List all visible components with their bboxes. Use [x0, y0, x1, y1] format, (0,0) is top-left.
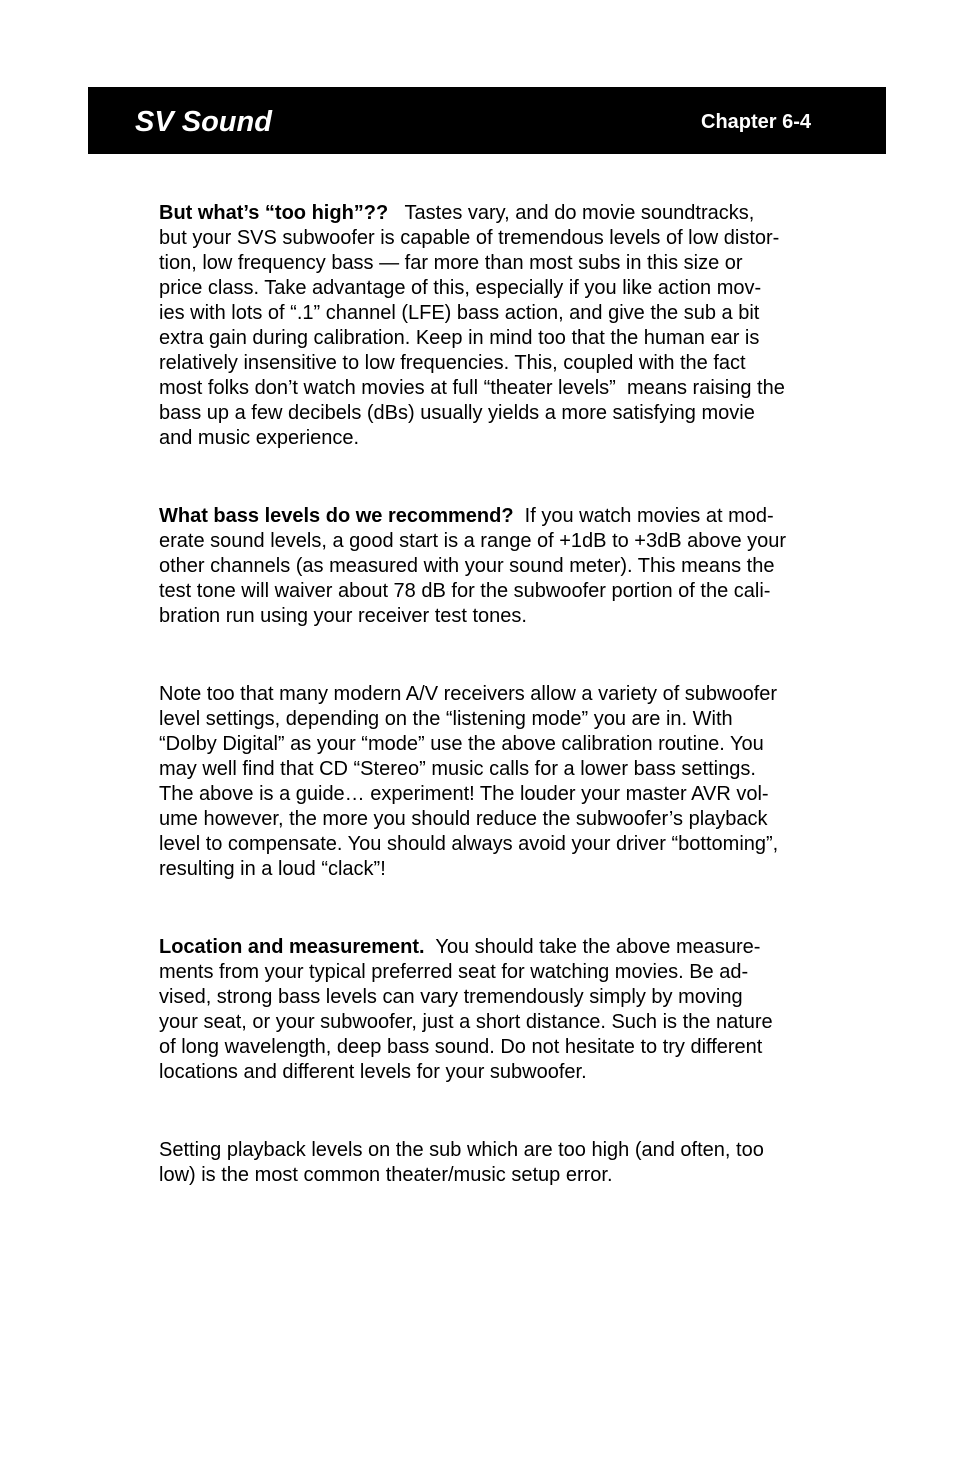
text-line: ies with lots of “.1” channel (LFE) bass action, and give the sub a bit	[159, 302, 760, 324]
text-line: bass up a few decibels (dBs) usually yields a more satisfying movie	[159, 402, 755, 424]
text-line: Note too that many modern A/V receivers allow a variety of subwoofer	[159, 683, 778, 705]
document-body	[159, 201, 849, 1188]
chapter-label: Chapter 6-4	[701, 111, 812, 133]
text-line: vised, strong bass levels can vary tremendously simply by moving	[159, 986, 743, 1008]
paragraph-heading: What bass levels do we recommend?	[159, 505, 514, 527]
paragraph-too-high	[159, 201, 849, 451]
text-line: relatively insensitive to low frequencies. This, coupled with the fact	[159, 352, 746, 374]
text-line: But what’s “too high”?? Tastes vary, and do movie soundtracks,	[159, 202, 755, 224]
text-line: level to compensate. You should always avoid your driver “bottoming”,	[159, 833, 779, 855]
text-line: test tone will waiver about 78 dB for the subwoofer portion of the cali-	[159, 580, 771, 602]
paragraph-heading: Location and measurement.	[159, 936, 425, 958]
text-line: The above is a guide… experiment! The louder your master AVR vol-	[159, 783, 769, 805]
text-line: “Dolby Digital” as your “mode” use the above calibration routine. You	[159, 733, 764, 755]
text-line: Location and measurement. You should take the above measure-	[159, 936, 761, 958]
text-line: other channels (as measured with your sound meter). This means the	[159, 555, 775, 577]
text-line: level settings, depending on the “listening mode” you are in. With	[159, 708, 733, 730]
text-line: Setting playback levels on the sub which are too high (and often, too	[159, 1139, 764, 1161]
text-line: ments from your typical preferred seat for watching movies. Be ad-	[159, 961, 749, 983]
text-line: ume however, the more you should reduce the subwoofer’s playback	[159, 808, 768, 830]
paragraph-spacer	[159, 1085, 849, 1138]
paragraph-heading: But what’s “too high”??	[159, 202, 389, 224]
text-line: most folks don’t watch movies at full “theater levels” means raising the	[159, 377, 785, 399]
text-line: erate sound levels, a good start is a range of +1dB to +3dB above your	[159, 530, 787, 552]
paragraph-spacer	[159, 882, 849, 935]
paragraph-receiver-modes	[159, 682, 849, 882]
text-line: bration run using your receiver test tones.	[159, 605, 527, 627]
paragraph-spacer	[159, 451, 849, 504]
paragraph-recommended-levels	[159, 504, 849, 629]
text-line: price class. Take advantage of this, especially if you like action mov-	[159, 277, 762, 299]
text-line: tion, low frequency bass — far more than most subs in this size or	[159, 252, 743, 274]
paragraph-location-measurement	[159, 935, 849, 1085]
text-line: locations and different levels for your subwoofer.	[159, 1061, 587, 1083]
text-line: resulting in a loud “clack”!	[159, 858, 386, 880]
text-line: What bass levels do we recommend? If you watch movies at mod-	[159, 505, 774, 527]
paragraph-common-error	[159, 1138, 849, 1188]
page-header	[88, 87, 886, 154]
text-line: may well find that CD “Stereo” music calls for a lower bass settings.	[159, 758, 756, 780]
brand-title: SV Sound	[135, 106, 272, 138]
text-line: your seat, or your subwoofer, just a short distance. Such is the nature	[159, 1011, 773, 1033]
text-line: and music experience.	[159, 427, 360, 449]
paragraph-spacer	[159, 629, 849, 682]
text-line: extra gain during calibration. Keep in mind too that the human ear is	[159, 327, 760, 349]
text-line: but your SVS subwoofer is capable of tremendous levels of low distor-	[159, 227, 780, 249]
text-line: low) is the most common theater/music setup error.	[159, 1164, 613, 1186]
text-line: of long wavelength, deep bass sound. Do not hesitate to try different	[159, 1036, 763, 1058]
